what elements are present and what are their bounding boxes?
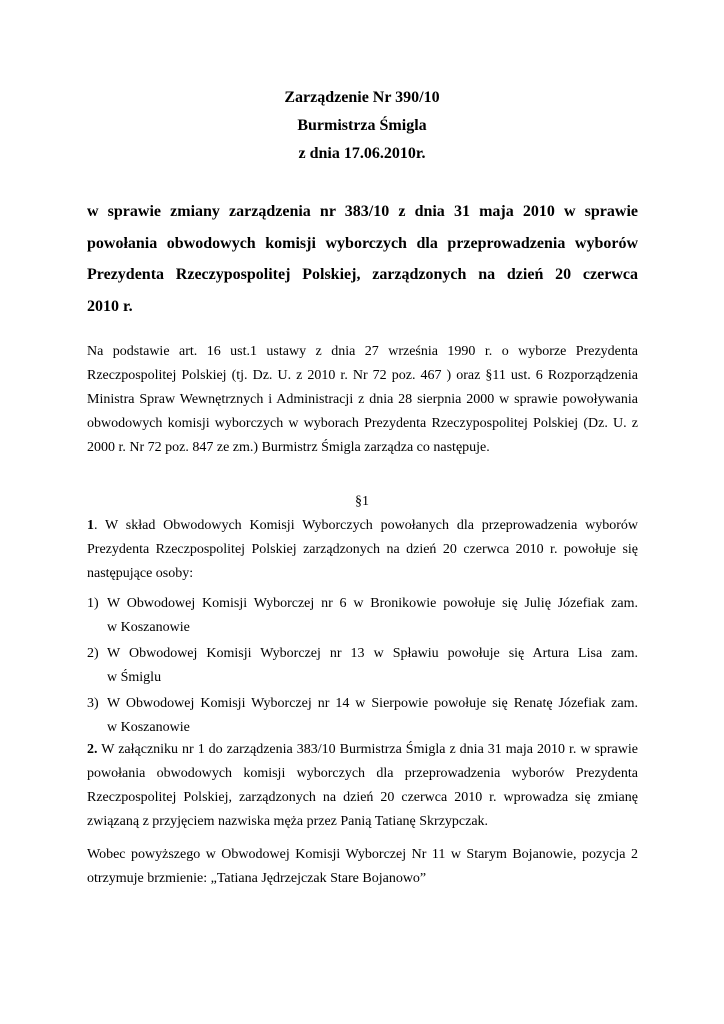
list-item-continuation: w Śmiglu xyxy=(107,670,162,685)
list-item-continuation: w Koszanowie xyxy=(107,720,190,735)
document-header xyxy=(0,84,724,168)
list-item-number: 2) xyxy=(87,646,99,661)
list-item-text: W Obwodowej Komisji Wyborczej nr 6 w Bronikowie powołuje się Julię Józefiak zam. xyxy=(107,596,638,611)
list-item xyxy=(87,592,638,640)
point-1-paragraph xyxy=(87,514,638,586)
point-2-text: W załączniku nr 1 do zarządzenia 383/10 Burmistrza Śmigla z dnia 31 maja 2010 r. w sprawie powołania obwodowych komisji wyborczych dla przeprowadzenia wyborów Prezydenta Rzeczpospolitej Polskiej, zarządzonych na dzień 20 czerwca 2010 r. wprowadza się zmianę związaną z przyjęciem nazwiska męża przez Panią Tatianę Skrzypczak. xyxy=(87,742,638,829)
list-item-number: 3) xyxy=(87,696,99,711)
section-symbol: §1 xyxy=(355,494,369,509)
list-item xyxy=(87,642,638,690)
point-3-paragraph: Wobec powyższego w Obwodowej Komisji Wyborczej Nr 11 w Starym Bojanowie, pozycja 2 otrzymuje brzmienie: „Tatiana Jędrzejczak Stare Bojanowo” xyxy=(87,847,638,886)
point-1-number: 1 xyxy=(87,518,94,533)
legal-basis-paragraph: Na podstawie art. 16 ust.1 ustawy z dnia 27 września 1990 r. o wyborze Prezydenta Rzeczpospolitej Polskiej (tj. Dz. U. z 2010 r. Nr 72 poz. 467 ) oraz §11 ust. 6 Rozporządzenia Ministra Spraw Wewnętrznych i Administracji z dnia 28 sierpnia 2000 w sprawie powoływania obwodowych komisji wyborczych w wyborach Prezydenta Rzeczypospolitej Polskiej (Dz. U. z 2000 r. Nr 72 poz. 847 ze zm.) Burmistrz Śmigla zarządza co następuje. xyxy=(87,344,638,455)
point-2-number: 2. xyxy=(87,742,98,757)
point-1-text: . W skład Obwodowych Komisji Wyborczych powołanych dla przeprowadzenia wyborów Prezydenta Rzeczpospolitej Polskiej zarządzonych na dzień 20 czerwca 2010 r. powołuje się następujące osoby: xyxy=(87,518,638,581)
list-item-text: W Obwodowej Komisji Wyborczej nr 14 w Sierpowie powołuje się Renatę Józefiak zam. xyxy=(107,696,638,711)
list-item-number: 1) xyxy=(87,596,99,611)
list-item xyxy=(87,692,638,740)
list-item-continuation: w Koszanowie xyxy=(107,620,190,635)
subject-text: w sprawie zmiany zarządzenia nr 383/10 z dnia 31 maja 2010 w sprawie powołania obwodowych komisji wyborczych dla przeprowadzenia wyborów Prezydenta Rzeczypospolitej Polskiej, zarządzonych na dzień 20 czerwca xyxy=(87,203,638,283)
issue-date: z dnia 17.06.2010r. xyxy=(298,145,426,162)
ordinance-number: Zarządzenie Nr 390/10 xyxy=(284,89,440,106)
list-item-text: W Obwodowej Komisji Wyborczej nr 13 w Spławiu powołuje się Artura Lisa zam. xyxy=(107,646,638,661)
issuer: Burmistrza Śmigla xyxy=(297,117,427,134)
subject-heading xyxy=(87,196,638,322)
subject-text-end: 2010 r. xyxy=(87,297,133,315)
point-2-paragraph xyxy=(87,738,638,834)
